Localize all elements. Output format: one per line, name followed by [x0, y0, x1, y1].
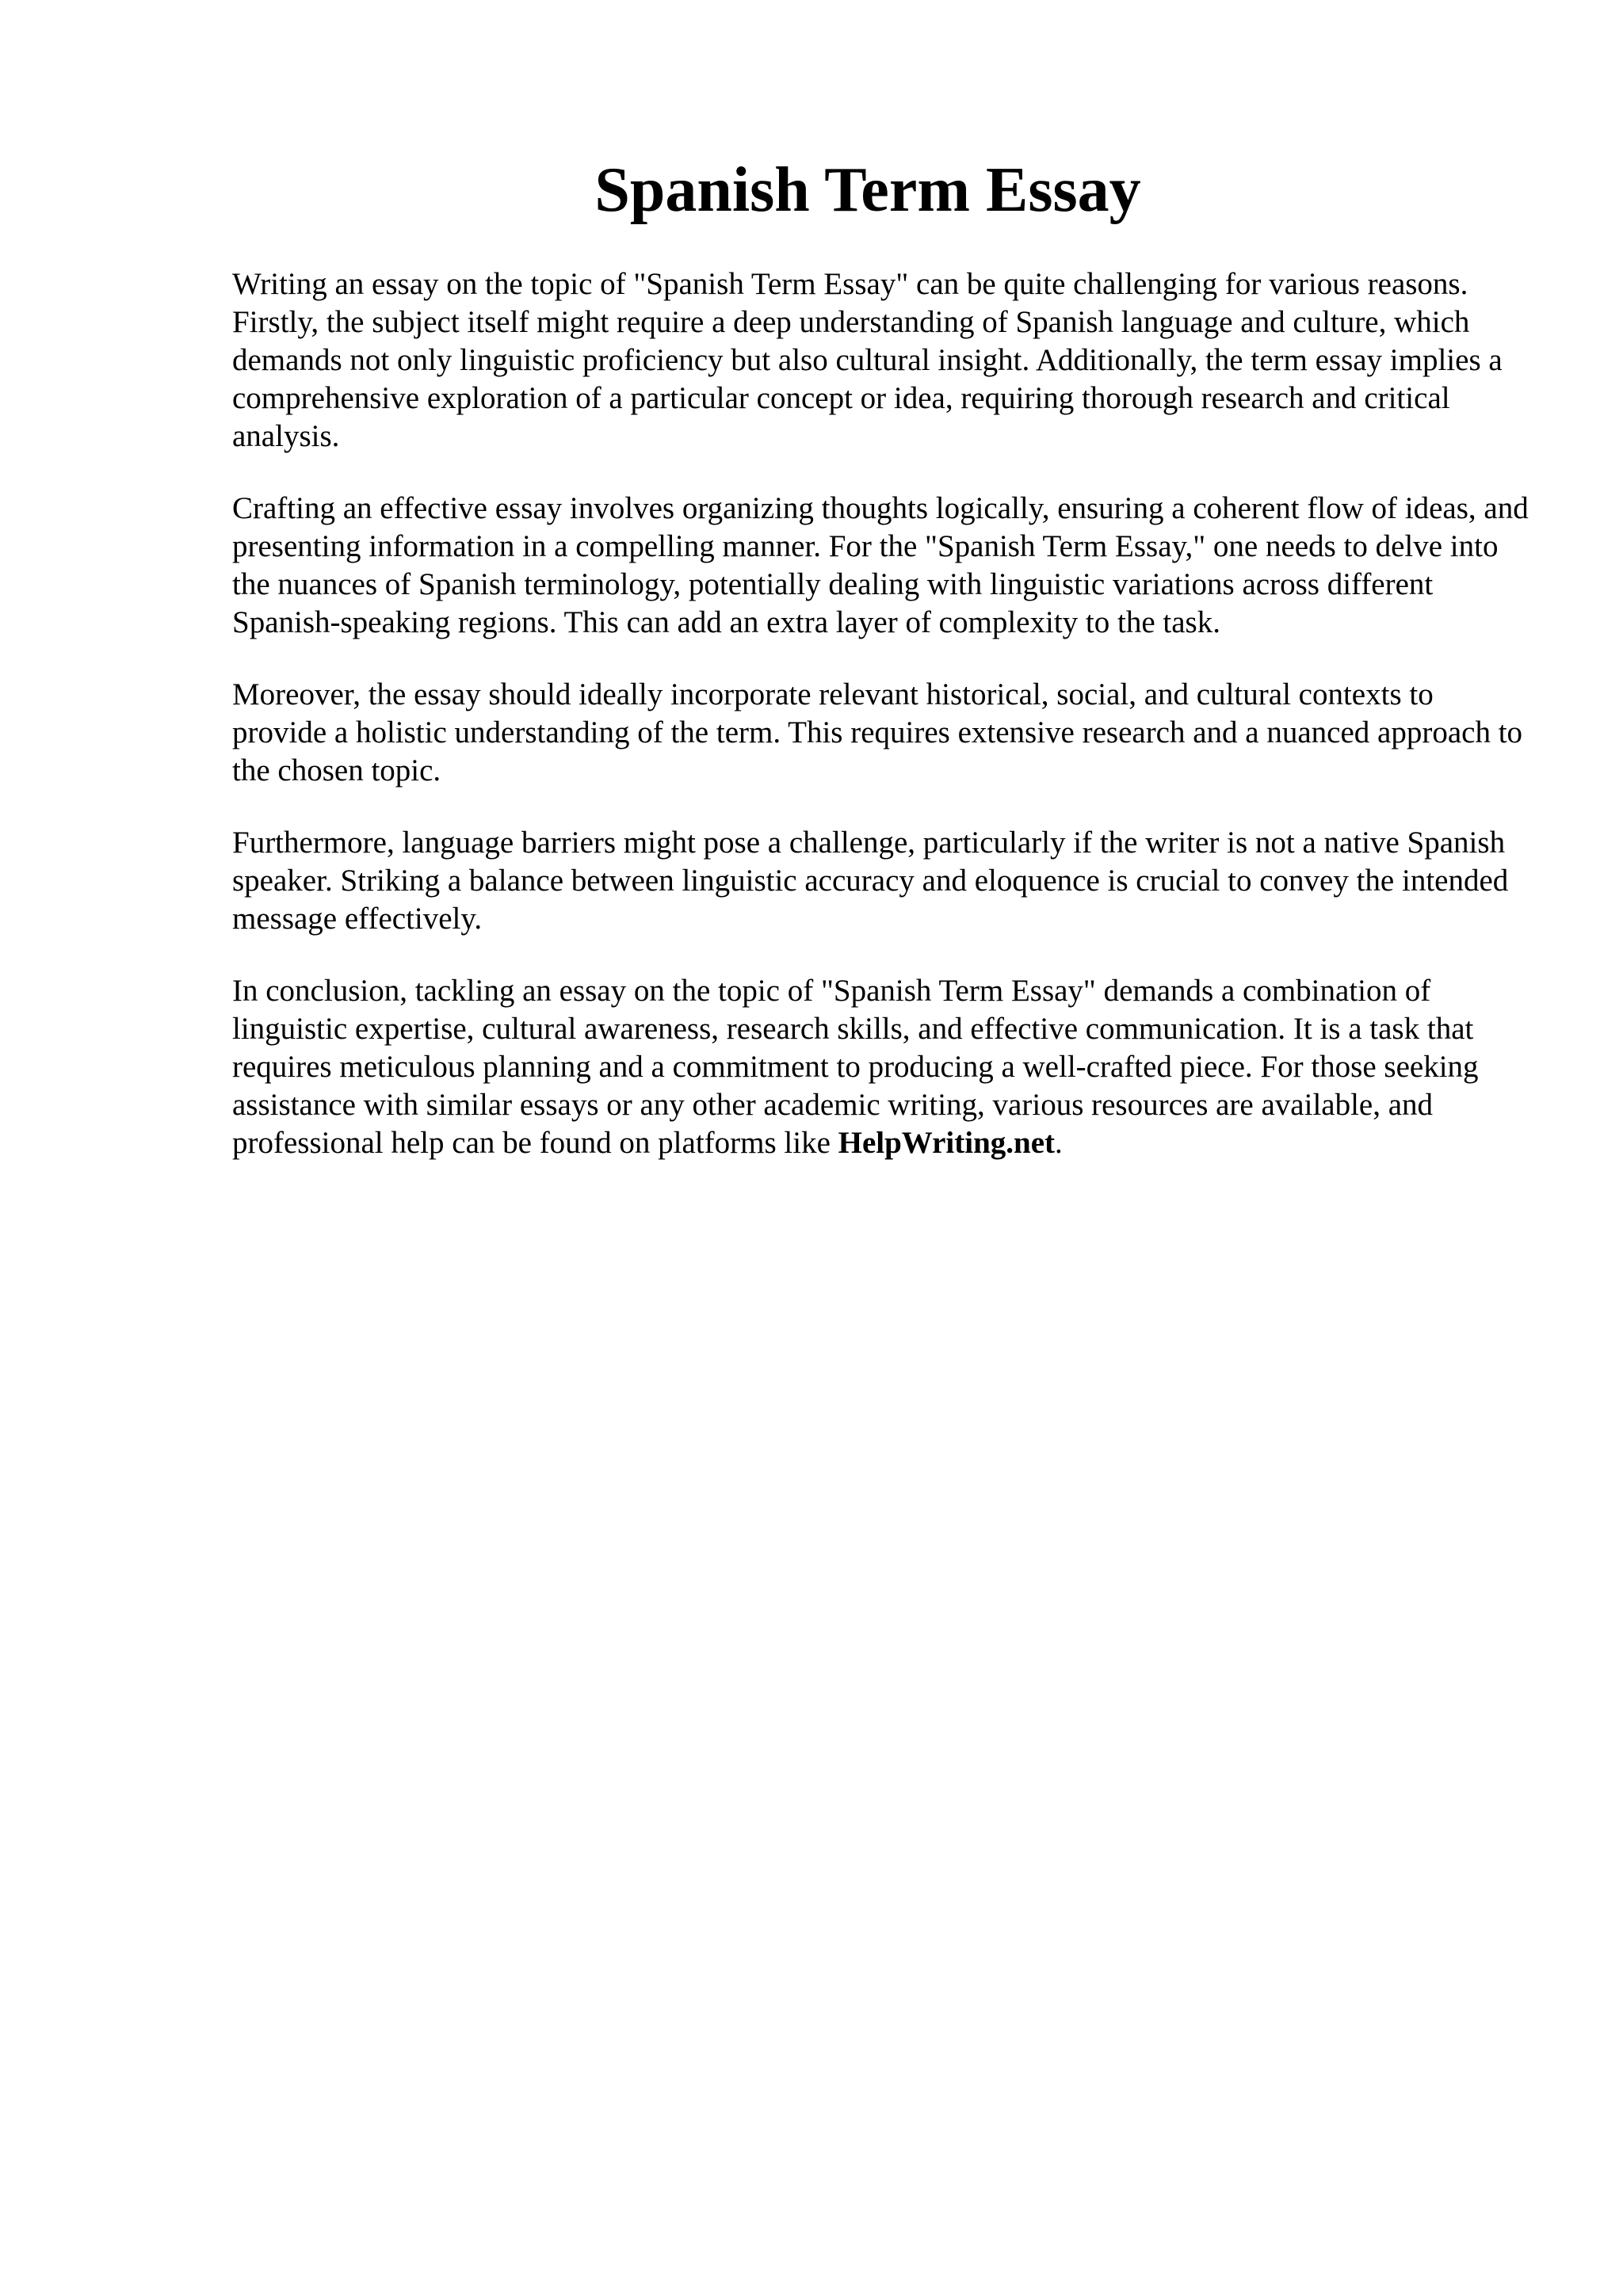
essay-body [232, 265, 1532, 1196]
paragraph-3: Moreover, the essay should ideally incorporate relevant historical, social, and cultural contexts to provide a holistic understanding of the term. This requires extensive research and a nuanced approach to the chosen topic. [232, 677, 1523, 788]
page-title: Spanish Term Essay [594, 155, 1141, 225]
conclusion-period: . [1055, 1126, 1063, 1160]
paragraph-2: Crafting an effective essay involves organizing thoughts logically, ensuring a coherent flow of ideas, and presenting information in a compelling manner. For the "Spanish Term Essay," one needs to delve into the nuances of Spanish terminology, potentially dealing with linguistic variations across different Spanish-speaking regions. This can add an extra layer of complexity to the task. [232, 491, 1529, 639]
paragraph-4: Furthermore, language barriers might pose a challenge, particularly if the writer is not a native Spanish speaker. Striking a balance between linguistic accuracy and eloquence is crucial to convey the intended message effectively. [232, 826, 1509, 936]
paragraph-conclusion [232, 972, 1532, 1162]
helpwriting-link[interactable]: HelpWriting.net [838, 1126, 1056, 1160]
conclusion-text: In conclusion, tackling an essay on the topic of "Spanish Term Essay" demands a combination of linguistic expertise, cultural awareness, research skills, and effective communication. It is a task that requires meticulous planning and a commitment to producing a well-crafted piece. For those seeking assistance with similar essays or any other academic writing, various resources are available, and professional help can be found on platforms like [232, 974, 1479, 1160]
paragraph-1: Writing an essay on the topic of "Spanish Term Essay" can be quite challenging for various reasons. Firstly, the subject itself might require a deep understanding of Spanish language and culture, which demands not only linguistic proficiency but also cultural insight. Additionally, the term essay implies a comprehensive exploration of a particular concept or idea, requiring thorough research and critical analysis. [232, 267, 1503, 453]
